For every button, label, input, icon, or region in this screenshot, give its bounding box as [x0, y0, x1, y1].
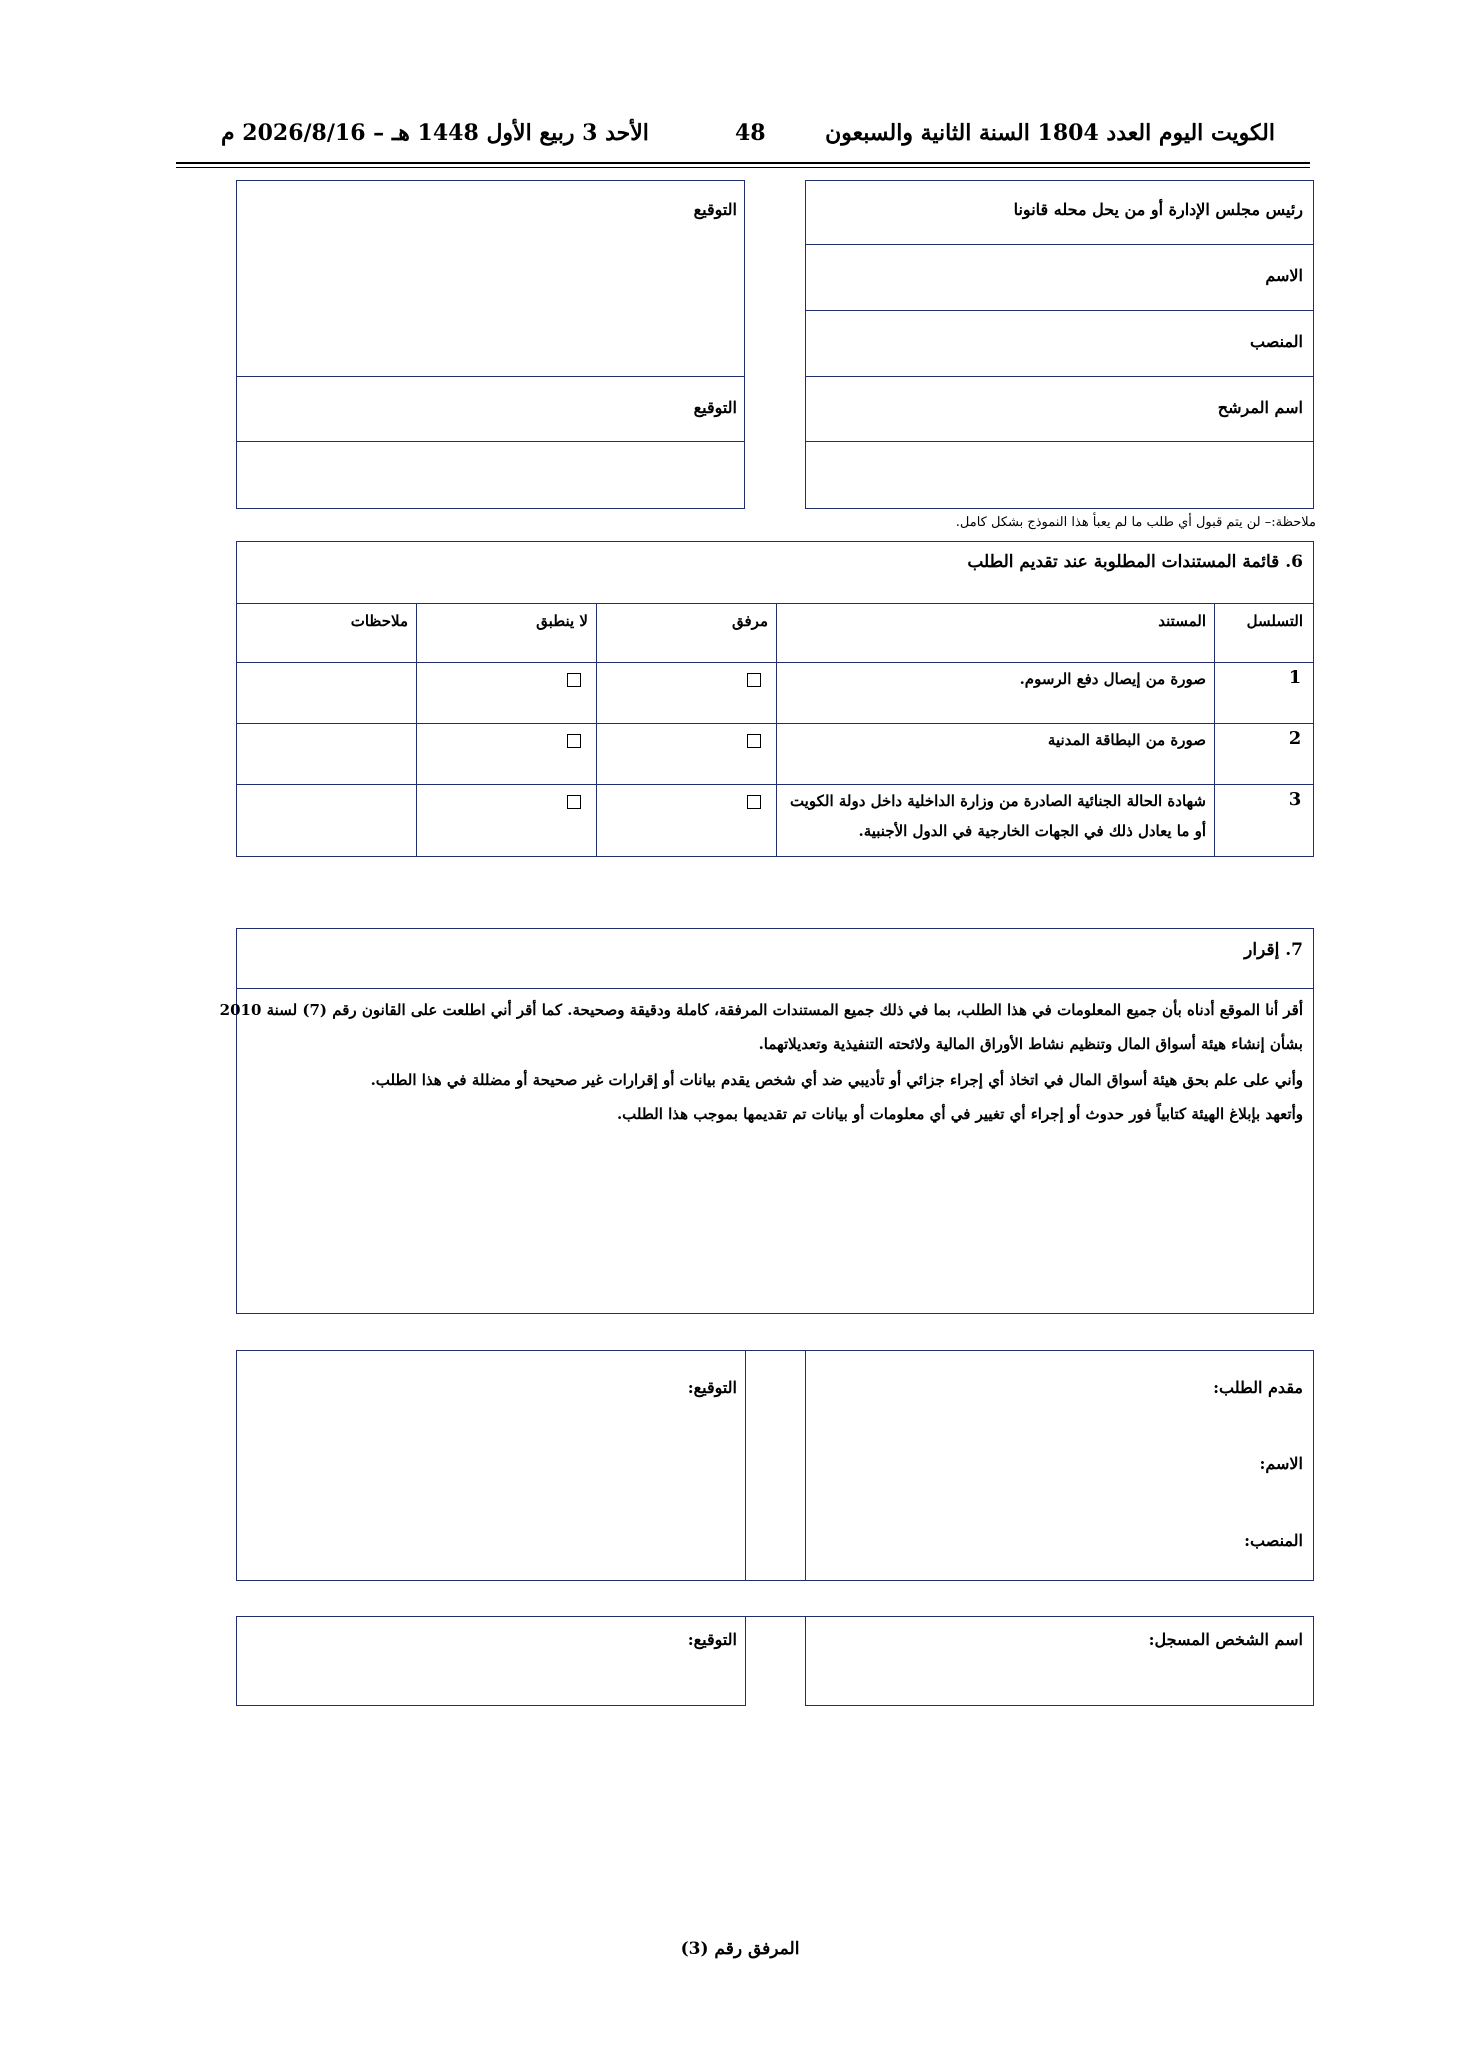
chairman-signature-field[interactable]: [237, 230, 743, 374]
remarks-field[interactable]: [237, 664, 414, 721]
divider: [805, 441, 1314, 442]
divider: [236, 441, 745, 442]
candidate-name-field[interactable]: [806, 443, 1312, 507]
table-row-document: صورة من البطاقة المدنية: [1047, 731, 1206, 749]
table-row-document: صورة من إيصال دفع الرسوم.: [1019, 670, 1206, 688]
remarks-field[interactable]: [237, 725, 414, 782]
table-row-document: شهادة الحالة الجنائية الصادرة من وزارة الداخلية داخل دولة الكويت: [789, 792, 1206, 810]
applicant-label: مقدم الطلب:: [1213, 1378, 1303, 1397]
divider: [236, 376, 745, 377]
remarks-field[interactable]: [237, 786, 414, 855]
divider: [805, 244, 1314, 245]
col-header-not-applicable: لا ينطبق: [536, 612, 588, 630]
applicant-position-label: المنصب:: [1244, 1531, 1303, 1550]
candidate-signature-label: التوقيع: [693, 398, 737, 417]
registered-signature-field[interactable]: [237, 1650, 737, 1704]
applicant-signature-field[interactable]: [237, 1410, 737, 1578]
divider: [805, 376, 1314, 377]
divider: [236, 662, 1314, 663]
registered-person-label: اسم الشخص المسجل:: [1148, 1630, 1303, 1649]
table-row-serial: 3: [1288, 789, 1302, 810]
attached-checkbox[interactable]: [747, 673, 761, 687]
col-header-remarks: ملاحظات: [350, 612, 408, 630]
position-label: المنصب: [1250, 332, 1303, 351]
col-header-document: المستند: [1158, 612, 1206, 630]
declaration-line: أقر أنا الموقع أدناه بأن جميع المعلومات في هذا الطلب، بما في ذلك جميع المستندات المرفقة، كاملة ودقيقة وصحيحة. كما أقر أني اطلعت على القانون رقم (7) لسنة 2010: [219, 1001, 1303, 1019]
not-applicable-checkbox[interactable]: [567, 795, 581, 809]
attached-checkbox[interactable]: [747, 734, 761, 748]
table-row-serial: 2: [1288, 728, 1302, 749]
divider: [236, 988, 1314, 989]
attached-checkbox[interactable]: [747, 795, 761, 809]
declaration-line: وأتعهد بإبلاغ الهيئة كتابياً فور حدوث أو إجراء أي تغيير في أي معلومات أو بيانات تم تقديمها بموجب هذا الطلب.: [616, 1105, 1303, 1123]
column-divider: [596, 603, 597, 857]
header-rule: [176, 162, 1310, 164]
chairman-label: رئيس مجلس الإدارة أو من يحل محله قانونا: [1013, 200, 1303, 219]
applicant-spacer-box: [745, 1350, 806, 1581]
declaration-line: بشأن إنشاء هيئة أسواق المال وتنظيم نشاط الأوراق المالية ولائحته التنفيذية وتعديلاتهما.: [758, 1035, 1303, 1053]
gazette-date: الأحد 3 ربيع الأول 1448 هـ – 2026/8/16 م: [221, 120, 649, 146]
column-divider: [776, 603, 777, 857]
divider: [805, 310, 1314, 311]
not-applicable-checkbox[interactable]: [567, 734, 581, 748]
column-divider: [416, 603, 417, 857]
page-number: 48: [735, 120, 766, 146]
candidate-signature-field[interactable]: [237, 443, 743, 507]
applicant-name-label: الاسم:: [1259, 1454, 1303, 1473]
divider: [236, 603, 1314, 604]
divider: [236, 784, 1314, 785]
header-rule-thin: [176, 167, 1310, 168]
applicant-signature-label: التوقيع:: [687, 1378, 737, 1397]
col-header-serial: التسلسل: [1246, 612, 1303, 630]
divider: [745, 1616, 806, 1617]
chairman-signature-label: التوقيع: [693, 200, 737, 219]
declaration-line: وأني على علم بحق هيئة أسواق المال في اتخاذ أي إجراء جزائي أو تأديبي ضد أي شخص يقدم بيانات أو إقرارات غير صحيحة أو مضللة في هذا الطلب.: [370, 1071, 1303, 1089]
table-row-document-continued: أو ما يعادل ذلك في الجهات الخارجية في الدول الأجنبية.: [858, 822, 1206, 840]
col-header-attached: مرفق: [732, 612, 768, 630]
declaration-title: 7. إقرار: [1244, 940, 1303, 960]
divider: [236, 723, 1314, 724]
gazette-issue-info: الكويت اليوم العدد 1804 السنة الثانية والسبعون: [825, 120, 1275, 146]
column-divider: [1214, 603, 1215, 857]
candidate-name-label: اسم المرشح: [1217, 398, 1303, 417]
form-note: ملاحظة:– لن يتم قبول أي طلب ما لم يعبأ هذا النموذج بشكل كامل.: [955, 515, 1316, 530]
documents-section-title: 6. قائمة المستندات المطلوبة عند تقديم الطلب: [967, 552, 1303, 572]
registered-signature-label: التوقيع:: [687, 1630, 737, 1649]
not-applicable-checkbox[interactable]: [567, 673, 581, 687]
attachment-number: المرفق رقم (3): [680, 1939, 800, 1959]
table-row-serial: 1: [1288, 667, 1302, 688]
name-label: الاسم: [1265, 266, 1303, 285]
